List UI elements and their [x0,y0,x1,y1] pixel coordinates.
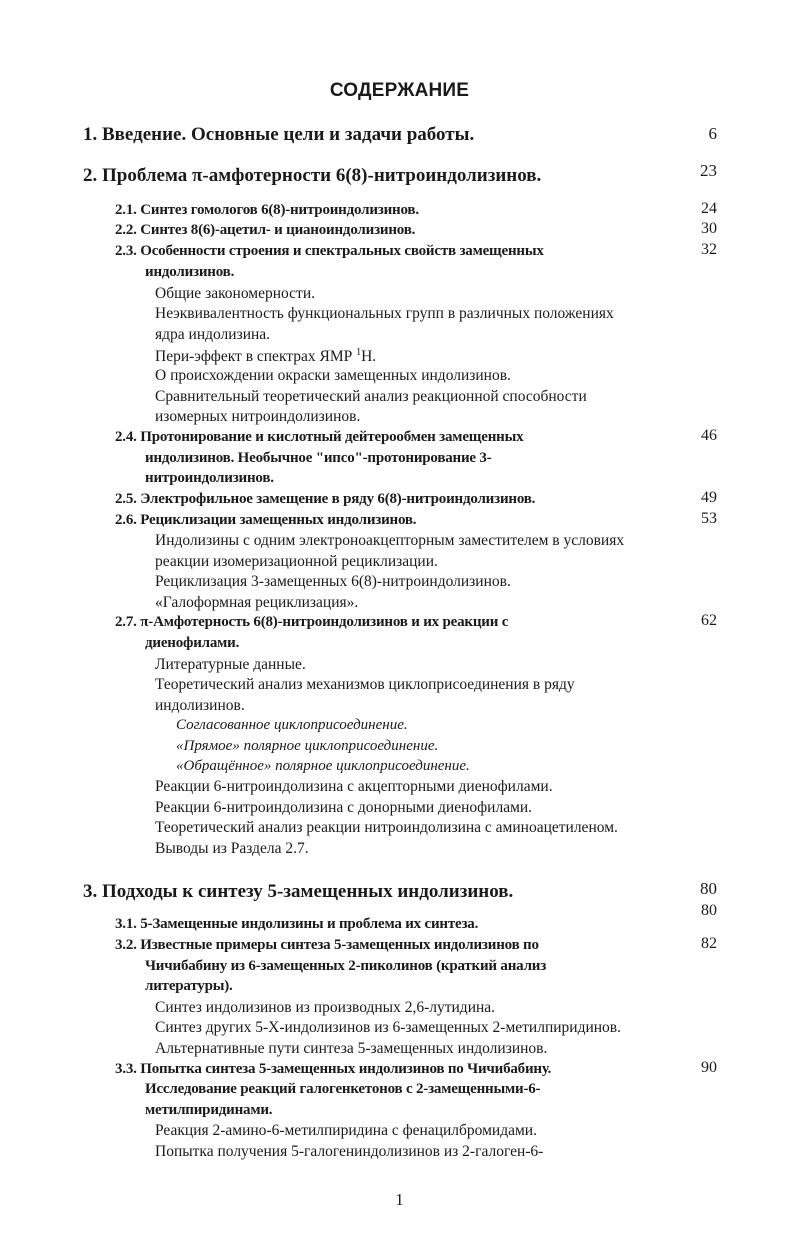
toc-subsection[interactable]: Общие закономерности. [155,285,316,302]
toc-section-2-7[interactable]: 2.7. π-Амфотерность 6(8)-нитроиндолизинов и их реакции с [115,614,509,630]
toc-subsection-text: Пери-эффект в спектрах ЯМР [155,348,357,366]
toc-subsection[interactable]: Теоретический анализ реакции нитроиндолизина с аминоацетиленом. [155,819,618,836]
toc-section-2-4-continuation: индолизинов. Необычное "ипсо"-протонирование 3- [145,450,492,466]
toc-subsection[interactable]: «Галоформная рециклизация». [155,594,359,611]
toc-page-number: 80 [701,902,717,919]
toc-page-number: 32 [701,241,717,258]
toc-subsection[interactable]: Попытка получения 5-галогениндолизинов из 2-галоген-6- [155,1143,544,1160]
toc-section-3-3-continuation: метилпиридинами. [145,1102,273,1118]
toc-subsection[interactable]: Литературные данные. [155,656,306,673]
toc-subsection[interactable]: Выводы из Раздела 2.7. [155,840,309,857]
toc-subsection-continuation: изомерных нитроиндолизинов. [155,408,361,425]
toc-subsubsection[interactable]: Согласованное циклоприсоединение. [176,717,408,733]
toc-page-number: 53 [701,510,717,527]
toc-section-3-1[interactable]: 3.1. 5-Замещенные индолизины и проблема их синтеза. [115,916,479,932]
toc-page-number: 23 [700,161,717,180]
superscript: 1 [356,347,362,358]
toc-subsection[interactable]: Реакция 2-амино-6-метилпиридина с фенацилбромидами. [155,1122,537,1139]
toc-title: СОДЕРЖАНИЕ [329,80,470,101]
toc-section-3-2[interactable]: 3.2. Известные примеры синтеза 5-замещенных индолизинов по [115,937,539,953]
toc-section-2-4[interactable]: 2.4. Протонирование и кислотный дейтерообмен замещенных [115,429,524,445]
toc-subsection[interactable]: О происхождении окраски замещенных индолизинов. [155,367,511,384]
toc-section-3-3-continuation: Исследование реакций галогенкетонов с 2-замещенными-6- [145,1081,541,1097]
toc-subsubsection[interactable]: «Прямое» полярное циклоприсоединение. [176,738,439,754]
toc-section-2-5[interactable]: 2.5. Электрофильное замещение в ряду 6(8)-нитроиндолизинов. [115,491,536,507]
toc-section-3-2-continuation: литературы). [145,978,233,994]
toc-page-number: 82 [701,935,717,952]
toc-subsection-continuation: индолизинов. [155,697,245,714]
toc-subsection-continuation: ядра индолизина. [155,326,271,343]
toc-section-2-4-continuation: нитроиндолизинов. [145,470,274,486]
toc-page-number: 6 [708,124,717,143]
toc-page-number: 62 [701,612,717,629]
toc-chapter-1[interactable]: 1. Введение. Основные цели и задачи работы. [83,124,475,145]
toc-section-2-3[interactable]: 2.3. Особенности строения и спектральных свойств замещенных [115,243,544,259]
toc-page-number: 24 [701,200,717,217]
toc-subsection[interactable]: Альтернативные пути синтеза 5-замещенных индолизинов. [155,1040,548,1057]
toc-page-number: 49 [701,489,717,506]
toc-subsection[interactable]: Сравнительный теоретический анализ реакционной способности [155,388,587,405]
toc-subsection[interactable]: Теоретический анализ механизмов циклоприсоединения в ряду [155,676,575,693]
toc-page-number: 30 [701,220,717,237]
toc-subsection[interactable]: Неэквивалентность функциональных групп в различных положениях [155,305,614,322]
toc-section-2-1[interactable]: 2.1. Синтез гомологов 6(8)-нитроиндолизинов. [115,202,419,218]
toc-chapter-2[interactable]: 2. Проблема π-амфотерности 6(8)-нитроиндолизинов. [83,165,542,186]
toc-subsection[interactable]: Синтез других 5-Х-индолизинов из 6-замещенных 2-метилпиридинов. [155,1019,621,1036]
toc-subsection-continuation: реакции изомеризационной рециклизации. [155,553,438,570]
toc-subsection[interactable]: Рециклизация 3-замещенных 6(8)-нитроиндолизинов. [155,573,511,590]
toc-subsection[interactable]: Реакции 6-нитроиндолизина с донорными диенофилами. [155,799,533,816]
toc-subsection[interactable]: Синтез индолизинов из производных 2,6-лутидина. [155,999,496,1016]
toc-section-2-2[interactable]: 2.2. Синтез 8(6)-ацетил- и цианоиндолизинов. [115,222,416,238]
toc-page-number: 80 [700,879,717,898]
toc-subsection-suffix: Н. [361,348,377,366]
toc-section-3-3[interactable]: 3.3. Попытка синтеза 5-замещенных индолизинов по Чичибабину. [115,1061,552,1077]
toc-subsection[interactable] [155,347,376,366]
toc-page-number: 90 [701,1059,717,1076]
toc-chapter-3[interactable]: 3. Подходы к синтезу 5-замещенных индолизинов. [83,881,514,902]
toc-section-2-7-continuation: диенофилами. [145,635,240,651]
toc-subsection[interactable]: Индолизины с одним электроноакцепторным заместителем в условиях [155,532,625,549]
toc-page-number: 46 [701,427,717,444]
toc-subsection[interactable]: Реакции 6-нитроиндолизина с акцепторными диенофилами. [155,778,553,795]
toc-section-2-6[interactable]: 2.6. Рециклизации замещенных индолизинов. [115,512,417,528]
toc-subsubsection[interactable]: «Обращённое» полярное циклоприсоединение. [176,758,470,774]
page-number-footer: 1 [395,1190,404,1209]
toc-section-3-2-continuation: Чичибабину из 6-замещенных 2-пиколинов (краткий анализ [145,958,547,974]
toc-section-2-3-continuation: индолизинов. [145,264,235,280]
